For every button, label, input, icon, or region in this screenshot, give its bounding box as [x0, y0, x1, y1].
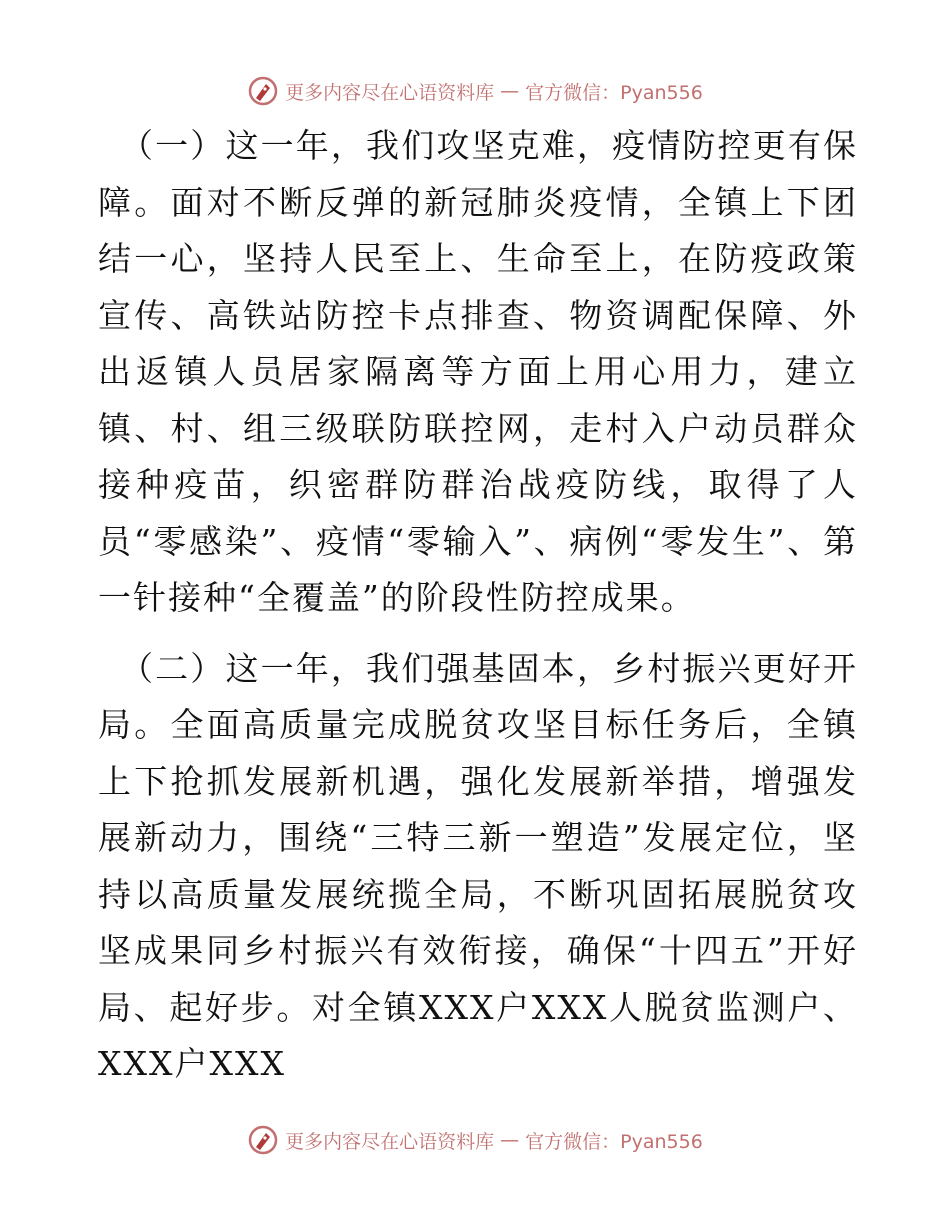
paragraph-rural-revitalization: （二）这一年，我们强基固本，乡村振兴更好开局。全面高质量完成脱贫攻坚目标任务后，全镇上下抢抓发展新机遇，强化发展新举措，增强发展新动力，围绕“三特三新一塑造”发展定位，坚持以高质量发展统揽全局，不断巩固拓展脱贫攻坚成果同乡村振兴有效衔接，确保“十四五”开好局、起好步。对全镇XXX户XXX人脱贫监测户、XXX户XXX	[98, 648, 858, 1083]
paragraph-epidemic-control: （一）这一年，我们攻坚克难，疫情防控更有保障。面对不断反弹的新冠肺炎疫情，全镇上下团结一心，坚持人民至上、生命至上，在防疫政策宣传、高铁站防控卡点排查、物资调配保障、外出返镇人员居家隔离等方面上用心用力，建立镇、村、组三级联防联控网，走村入户动员群众接种疫苗，织密群防群治战疫防线，取得了人员“零感染”、疫情“零输入”、病例“零发生”、第一针接种“全覆盖”的阶段性防控成果。	[98, 126, 858, 617]
watermark-dash: —	[500, 1129, 520, 1151]
header-watermark	[0, 71, 950, 111]
watermark-wechat: 官方微信：Pyan556	[525, 1130, 703, 1153]
pen-nib-icon	[247, 1124, 279, 1156]
watermark-dash: —	[500, 80, 520, 102]
pen-nib-icon	[247, 75, 279, 107]
document-body	[98, 118, 858, 1093]
watermark-wechat: 官方微信：Pyan556	[525, 81, 703, 104]
watermark-text: 更多内容尽在心语资料库	[285, 81, 495, 104]
footer-watermark	[0, 1120, 950, 1160]
watermark-text: 更多内容尽在心语资料库	[285, 1130, 495, 1153]
